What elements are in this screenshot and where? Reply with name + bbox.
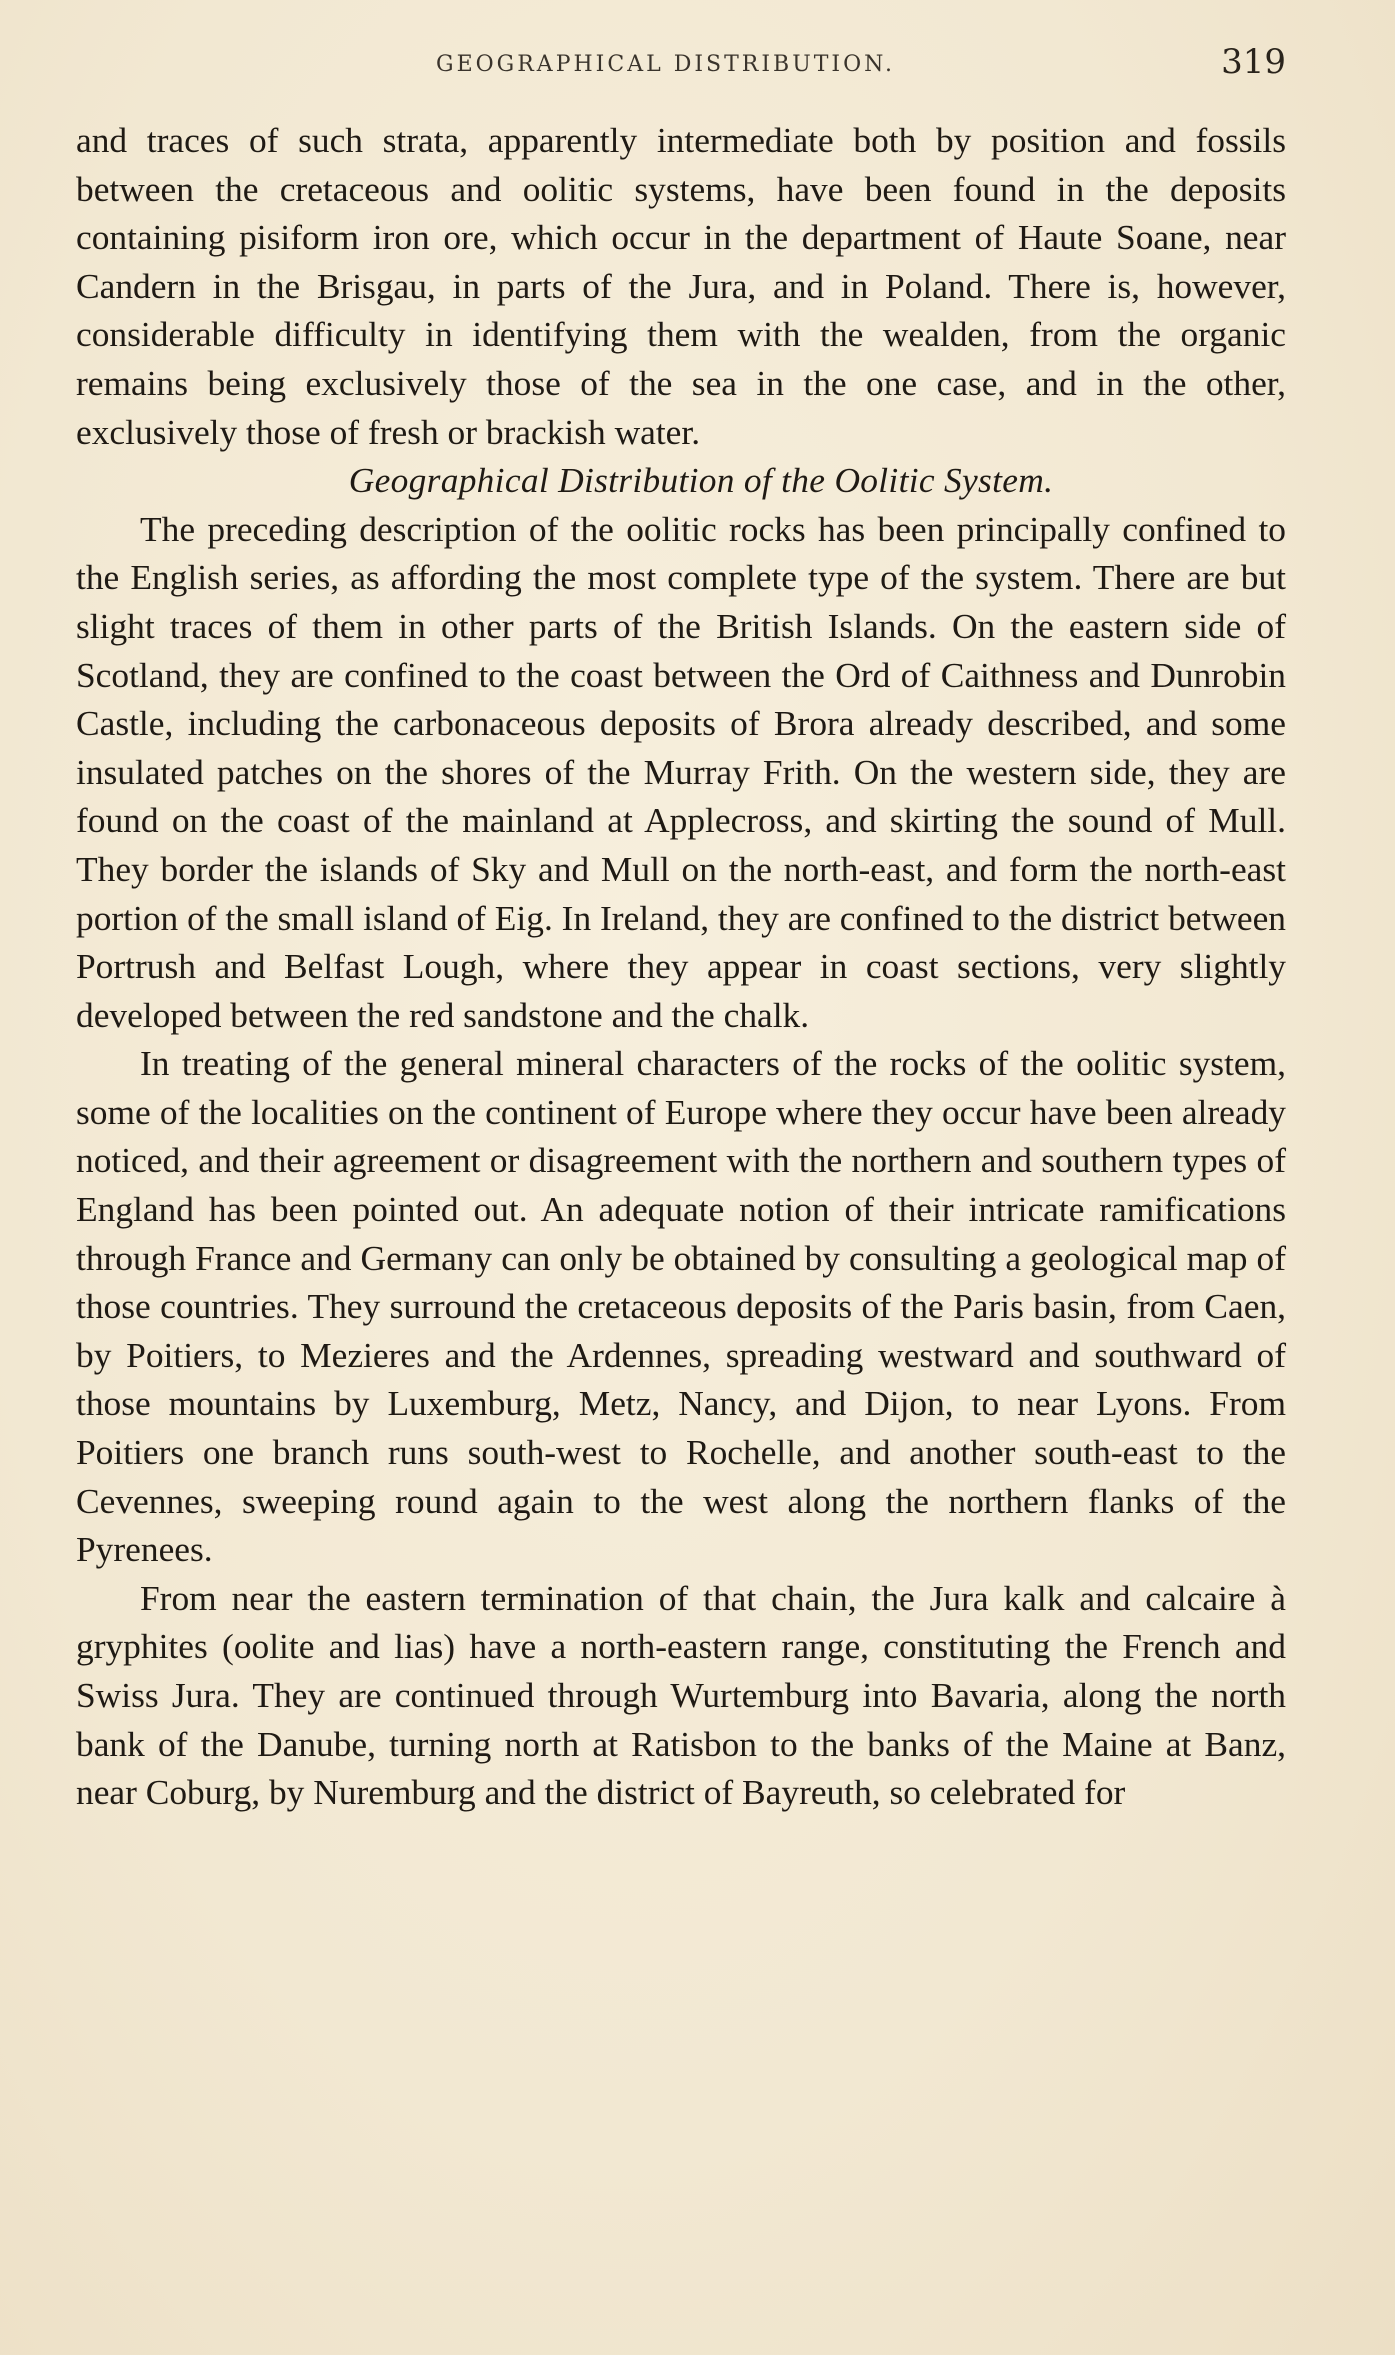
paragraph: From near the eastern termination of that chain, the Jura kalk and calcaire à gryphites (oolite and lias) have a north-eastern range, constituting the French and Swiss Jura. They are continued through Wurtemburg into Bavaria, along the north bank of the Danube, turning north at Ratisbon to the banks of the Maine at Banz, near Coburg, by Nuremburg and the district of Bayreuth, so celebrated for [76,1577,1286,1813]
body-text [76,116,1286,1817]
paragraph-continuation: and traces of such strata, apparently intermediate both by position and fossils between the cretaceous and oolitic systems, have been found in the deposits containing pisiform iron ore, which occur in the department of Haute Soane, near Candern in the Brisgau, in parts of the Jura, and in Poland. There is, however, considerable difficulty in identifying them with the wealden, from the organic remains being exclusively those of the sea in the one case, and in the other, exclusively those of fresh or brackish water. [76,120,1286,452]
running-head: GEOGRAPHICAL DISTRIBUTION. [436,52,895,77]
page-header [76,42,1286,82]
section-heading: Geographical Distribution of the Oolitic System. [348,460,1054,501]
page-number: 319 [1221,42,1286,82]
paragraph: In treating of the general mineral characters of the rocks of the oolitic system, some of the localities on the continent of Europe where they occur have been already noticed, and their agreement or disagreement with the northern and southern types of England has been pointed out. An adequate notion of their intricate ramifications through France and Germany can only be obtained by consulting a geological map of those countries. They surround the cretaceous deposits of the Paris basin, from Caen, by Poitiers, to Mezieres and the Ardennes, spreading westward and southward of those mountains by Luxemburg, Metz, Nancy, and Dijon, to near Lyons. From Poitiers one branch runs south-west to Rochelle, and another south-east to the Cevennes, sweeping round again to the west along the northern flanks of the Pyrenees. [76,1043,1286,1570]
paragraph: The preceding description of the oolitic rocks has been principally confined to the English series, as affording the most complete type of the system. There are but slight traces of them in other parts of the British Islands. On the eastern side of Scotland, they are confined to the coast between the Ord of Caithness and Dunrobin Castle, including the carbonaceous deposits of Brora already described, and some insulated patches on the shores of the Murray Frith. On the western side, they are found on the coast of the mainland at Applecross, and skirting the sound of Mull. They border the islands of Sky and Mull on the north-east, and form the north-east portion of the small island of Eig. In Ireland, they are confined to the district between Portrush and Belfast Lough, where they appear in coast sections, very slightly developed between the red sandstone and the chalk. [76,508,1286,1035]
